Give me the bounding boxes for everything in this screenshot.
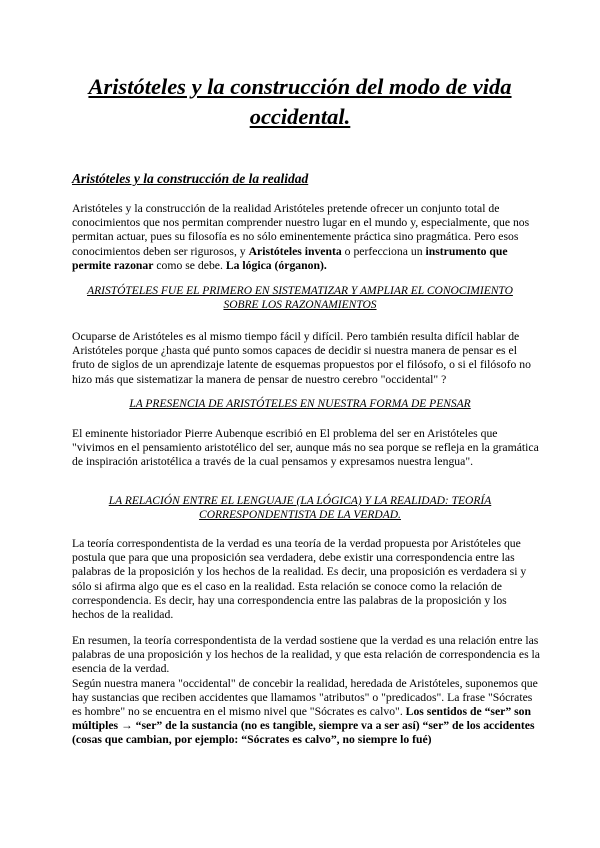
intro-bold-2: instrumento que permite razonar [72,244,508,272]
heading-presencia: LA PRESENCIA DE ARISTÓTELES EN NUESTRA FORMA DE PENSAR [129,398,471,410]
resumen-text-2: Según nuestra manera "occidental" de concebir la realidad, heredada de Aristóteles, suponemos que hay sustancias que reciben accidentes que llamamos "atributos" o "predicados". La frase "Sócrates es hombre" no se encuentra en el mismo nivel que "Sócrates es calvo". [72,676,538,719]
paragraph-teoria: La teoría correspondentista de la verdad es una teoría de la verdad propuesta por Aristóteles que postula que para que una proposición sea verdadera, debe existir una correspondencia entre las palabras de la proposición y los hechos de la realidad. Es decir, una proposición es verdadera si y sólo si afirma algo que es el caso en la realidad. Esta relación se conoce como la relación de correspondencia. Es decir, hay una correspondencia entre las palabras de la proposición y los hechos de la realidad. [72,537,527,622]
intro-text-2: o perfecciona un [341,244,426,258]
intro-paragraph [72,202,540,273]
heading-relacion: LA RELACIÓN ENTRE EL LENGUAJE (LA LÓGICA) Y LA REALIDAD: TEORÍA CORRESPONDENTISTA DE LA VERDAD. [108,495,492,522]
intro-text-3: como se debe. [153,258,226,272]
paragraph-aubenque: El eminente historiador Pierre Aubenque escribió en El problema del ser en Aristóteles que "vivimos en el pensamiento aristotélico del ser, aunque más no sea porque se refleja en la gramática de inspiración aristotélica a través de la cual pensamos y expresamos nuestra lengua". [72,427,539,469]
intro-text-1: Aristóteles y la construcción de la realidad Aristóteles pretende ofrecer un conjunto total de conocimientos que nos permitan comprender nuestro lugar en el mundo y, especialmente, que nos permitan actuar, pues su filosofía es no sólo eminentemente práctica sino pragmática. Pero esos conocimientos deben ser rigurosos, y [72,202,530,258]
intro-bold-1: Aristóteles inventa [248,244,342,258]
paragraph-ocuparse: Ocuparse de Aristóteles es al mismo tiempo fácil y difícil. Pero también resulta difícil hablar de Aristóteles porque ¿hasta qué punto somos capaces de decidir si nuestra manera de pensar es el fruto de siglos de un aprendizaje latente de esquemas propuestos por el filósofo, o si el filósofo no hizo más que sistematizar la manera de pensar de nuestro cerebro "occidental" ? [72,330,531,386]
heading-razonamientos: ARISTÓTELES FUE EL PRIMERO EN SISTEMATIZAR Y AMPLIAR EL CONOCIMIENTO SOBRE LOS RAZONAMIENTOS [87,285,513,312]
resumen-bold-1: Los sentidos de “ser” son múltiples → “ser” de la sustancia (no es tangible, siempre va a ser así) “ser” de los accidentes (cosas que cambian, por ejemplo: “Sócrates es calvo”, no siempre lo fué) [72,705,535,747]
intro-bold-3: La lógica (órganon). [225,258,327,272]
document-title: Aristóteles y la construcción del modo de vida occidental. [88,74,512,129]
paragraph-resumen [72,634,540,748]
section-subtitle: Aristóteles y la construcción de la realidad [72,171,309,186]
resumen-text-1: En resumen, la teoría correspondentista de la verdad sostiene que la verdad es una relación entre las palabras de una proposición y los hechos de la realidad, y que esta relación de correspondencia es la esencia de la verdad. [72,634,540,676]
